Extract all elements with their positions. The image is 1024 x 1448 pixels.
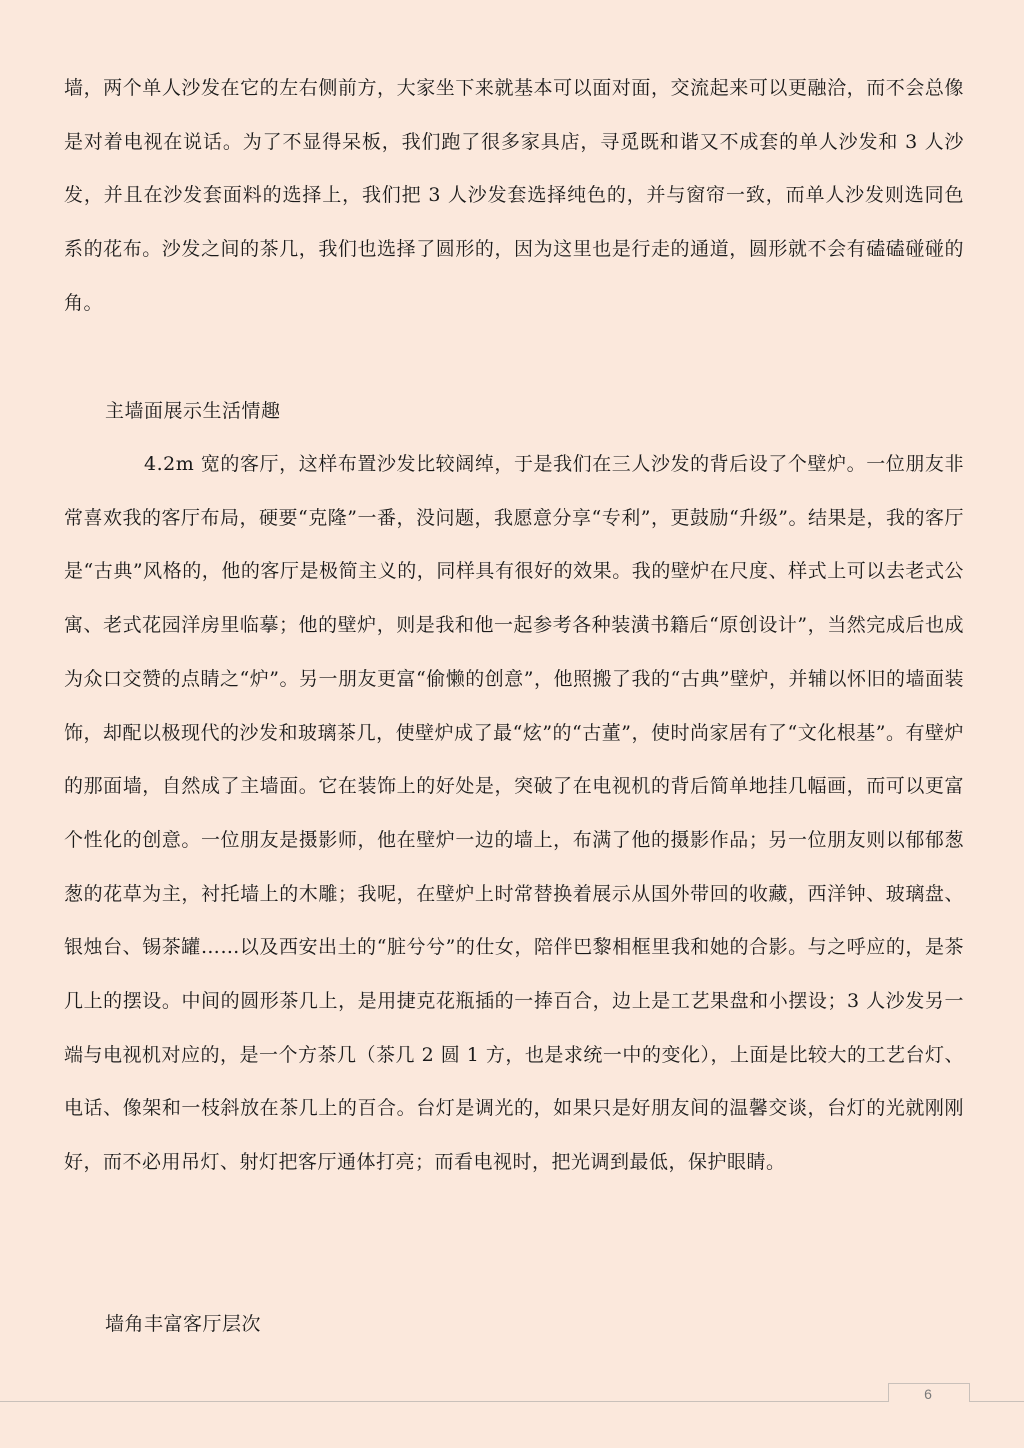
footer-rule (0, 1401, 888, 1402)
body-paragraph: 墙，两个单人沙发在它的左右侧前方，大家坐下来就基本可以面对面，交流起来可以更融洽，而不会总像是对着电视在说话。为了不显得呆板，我们跑了很多家具店，寻觅既和谐又不成套的单人沙发和 3 人沙发，并且在沙发套面料的选择上，我们把 3 人沙发套选择纯色的，并与窗帘一致，而单人沙发则选同色系的花布。沙发之间的茶几，我们也选择了圆形的，因为这里也是行走的通道，圆形就不会有磕磕碰碰的角。 (64, 77, 964, 314)
footer-rule (968, 1401, 1024, 1402)
body-paragraph: 4.2m 宽的客厅，这样布置沙发比较阔绰，于是我们在三人沙发的背后设了个壁炉。一位朋友非常喜欢我的客厅布局，硬要“克隆”一番，没问题，我愿意分享“专利”，更鼓励“升级”。结果是，我的客厅是“古典”风格的，他的客厅是极简主义的，同样具有很好的效果。我的壁炉在尺度、样式上可以去老式公寓、老式花园洋房里临摹；他的壁炉，则是我和他一起参考各种装潢书籍后“原创设计”，当然完成后也成为众口交赞的点睛之“炉”。另一朋友更富“偷懒的创意”，他照搬了我的“古典”壁炉，并辅以怀旧的墙面装饰，却配以极现代的沙发和玻璃茶几，使壁炉成了最“炫”的“古董”，使时尚家居有了“文化根基”。有壁炉的那面墙，自然成了主墙面。它在装饰上的好处是，突破了在电视机的背后简单地挂几幅画，而可以更富个性化的创意。一位朋友是摄影师，他在壁炉一边的墙上，布满了他的摄影作品；另一位朋友则以郁郁葱葱的花草为主，衬托墙上的木雕；我呢，在壁炉上时常替换着展示从国外带回的收藏，西洋钟、玻璃盘、银烛台、锡茶罐……以及西安出土的“脏兮兮”的仕女，陪伴巴黎相框里我和她的合影。与之呼应的，是茶几上的摆设。中间的圆形茶几上，是用捷克花瓶插的一捧百合，边上是工艺果盘和小摆设；3 人沙发另一端与电视机对应的，是一个方茶几（茶几 2 圆 1 方，也是求统一中的变化），上面是比较大的工艺台灯、电话、像架和一枝斜放在茶几上的百合。台灯是调光的，如果只是好朋友间的温馨交谈，台灯的光就刚刚好，而不必用吊灯、射灯把客厅通体打亮；而看电视时，把光调到最低，保护眼睛。 (64, 453, 964, 1174)
section-heading: 墙角丰富客厅层次 (105, 1313, 262, 1335)
section-heading: 主墙面展示生活情趣 (105, 400, 281, 422)
page-number: 6 (924, 1386, 932, 1402)
